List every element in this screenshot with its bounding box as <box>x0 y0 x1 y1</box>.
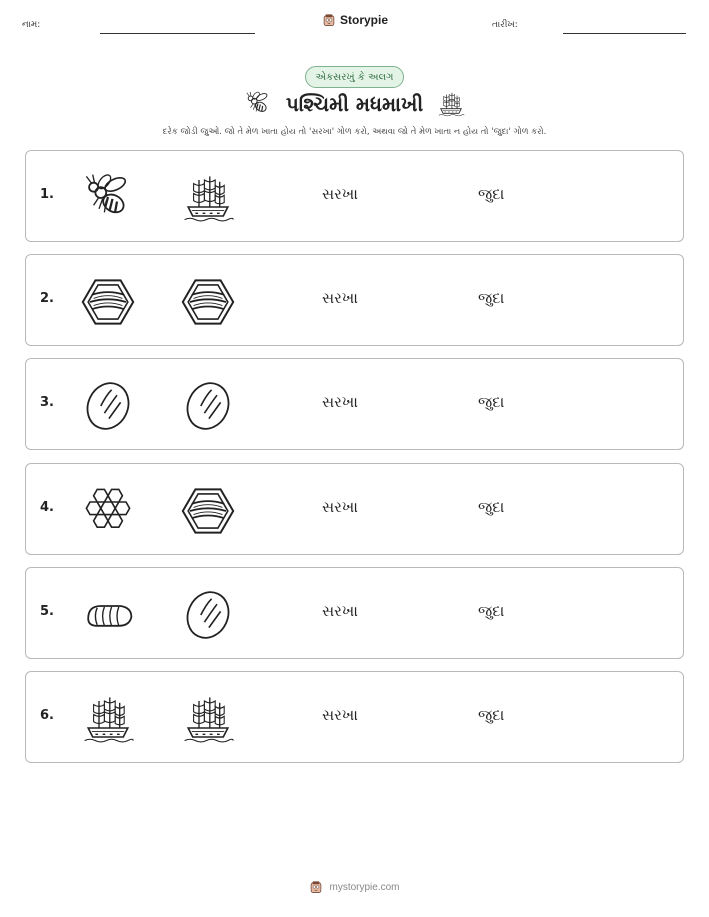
honeycomb-icon <box>81 484 135 538</box>
title-row <box>0 90 709 118</box>
name-line[interactable] <box>100 33 255 34</box>
honey-jar-icon <box>181 275 235 329</box>
mascot-icon <box>322 13 336 27</box>
ship-icon <box>437 90 465 118</box>
honey-jar-icon <box>81 275 135 329</box>
ship-icon <box>181 692 235 746</box>
row-number: 6. <box>40 708 54 723</box>
mascot-icon <box>309 880 323 894</box>
exercise-row <box>25 671 684 763</box>
different-option[interactable]: જુદા <box>478 185 505 203</box>
honey-jar-icon <box>181 484 235 538</box>
footer-url: mystorypie.com <box>329 881 400 893</box>
exercise-row <box>25 254 684 346</box>
row-number: 1. <box>40 187 54 202</box>
row-number: 2. <box>40 291 54 306</box>
name-label: નામ: <box>22 20 41 30</box>
ship-icon <box>81 692 135 746</box>
different-option[interactable]: જુદા <box>478 289 505 307</box>
instructions: દરેક જોડી જુઓ. જો તે મેળ ખાતા હોય તો 'સરખા' ગોળ કરો, અથવા જો તે મેળ ખાતા ન હોય તો 'જુદા' ગોળ કરો. <box>162 127 547 137</box>
different-option[interactable]: જુદા <box>478 393 505 411</box>
brand-name: Storypie <box>340 13 389 27</box>
row-number: 5. <box>40 604 54 619</box>
different-option[interactable]: જુદા <box>478 706 505 724</box>
bread-loaf-icon <box>181 588 235 642</box>
same-option[interactable]: સરખા <box>322 706 358 724</box>
bread-loaf-icon <box>81 379 135 433</box>
larva-icon <box>81 588 135 642</box>
different-option[interactable]: જુદા <box>478 498 505 516</box>
same-option[interactable]: સરખા <box>322 185 358 203</box>
topic-badge: એકસરખું કે અલગ <box>305 66 404 88</box>
same-option[interactable]: સરખા <box>322 393 358 411</box>
date-label: તારીખ: <box>492 20 518 30</box>
exercise-row <box>25 567 684 659</box>
ship-icon <box>181 171 235 225</box>
same-option[interactable]: સરખા <box>322 602 358 620</box>
row-number: 4. <box>40 500 54 515</box>
date-line[interactable] <box>563 33 686 34</box>
same-option[interactable]: સરખા <box>322 498 358 516</box>
exercise-row <box>25 150 684 242</box>
bread-loaf-icon <box>181 379 235 433</box>
bee-icon <box>244 90 272 118</box>
same-option[interactable]: સરખા <box>322 289 358 307</box>
different-option[interactable]: જુદા <box>478 602 505 620</box>
page-title: પશ્ચિમી મધમાખી <box>285 92 424 116</box>
exercise-row <box>25 463 684 555</box>
exercise-row <box>25 358 684 450</box>
row-number: 3. <box>40 395 54 410</box>
bee-icon <box>81 171 135 225</box>
footer <box>0 880 709 894</box>
brand-logo <box>322 13 388 27</box>
